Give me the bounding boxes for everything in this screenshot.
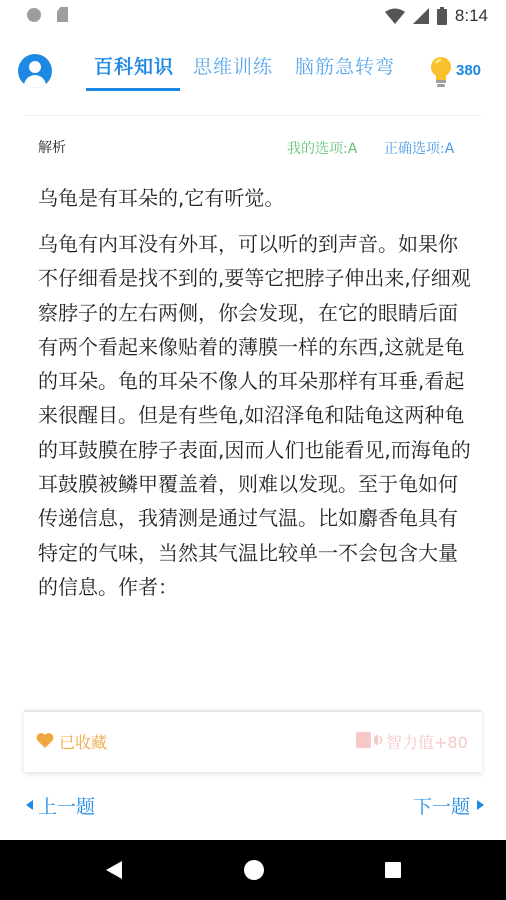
status-right-group — [385, 5, 488, 27]
chevron-left-icon — [26, 800, 34, 810]
heart-icon[interactable] — [36, 732, 54, 748]
back-icon[interactable] — [106, 861, 122, 879]
top-divider — [24, 115, 482, 116]
iq-reward-label: 智力值+80 — [386, 733, 468, 752]
explanation-text: 乌龟有内耳没有外耳，可以听的到声音。如果你不仔细看是找不到的,要等它把脖子伸出来,仔细观察脖子的左右两侧，你会发现，在它的眼睛后面有两个看起来像贴着的薄膜一样的东西,这就是龟的耳朵。龟的耳朵不像人的耳朵那样有耳垂,看起来很醒目。但是有些龟,如沼泽龟和陆龟这两种龟的耳鼓膜在脖子表面,因而人们也能看见,而海龟的耳鼓膜被鳞甲覆盖着，则难以发现。至于龟如何传递信息，我猜测是通过气温。比如麝香龟具有特定的气味，当然其气温比较单一不会包含大量的信息。作者： — [38, 232, 471, 599]
user-avatar-icon[interactable] — [18, 54, 52, 88]
home-icon[interactable] — [244, 860, 264, 880]
next-question-button[interactable] — [413, 792, 484, 818]
my-option: 我的选项:A — [287, 141, 358, 157]
notification-dot-icon — [27, 8, 41, 22]
wifi-icon — [385, 8, 405, 24]
action-card — [24, 710, 482, 772]
system-nav-bar — [0, 840, 506, 900]
prev-question-button[interactable] — [26, 792, 95, 818]
tab-encyclopedia[interactable]: 百科知识 — [94, 56, 175, 78]
signal-icon — [413, 8, 429, 24]
correct-option: 正确选项:A — [384, 141, 455, 157]
status-bar — [0, 0, 506, 32]
active-tab-underline — [86, 88, 180, 91]
chevron-right-icon — [476, 800, 484, 810]
top-nav — [0, 32, 506, 98]
analysis-label: 解析 — [38, 140, 66, 156]
prev-question-label: 上一题 — [38, 795, 96, 818]
tab-brain-teaser[interactable]: 脑筋急转弯 — [295, 56, 396, 78]
favorite-button[interactable]: 已收藏 — [59, 733, 108, 752]
answer-text: 乌龟是有耳朵的,它有听觉。 — [38, 186, 285, 210]
next-question-label: 下一题 — [412, 795, 470, 818]
sim-card-icon — [57, 7, 68, 22]
lightbulb-icon[interactable] — [430, 56, 452, 88]
status-time: 8:14 — [454, 6, 488, 25]
iq-sound-icon — [356, 730, 384, 750]
tab-thinking-training[interactable]: 思维训练 — [193, 56, 274, 78]
score-count: 380 — [456, 62, 482, 79]
battery-icon — [437, 7, 447, 25]
recent-apps-icon[interactable] — [385, 862, 401, 878]
